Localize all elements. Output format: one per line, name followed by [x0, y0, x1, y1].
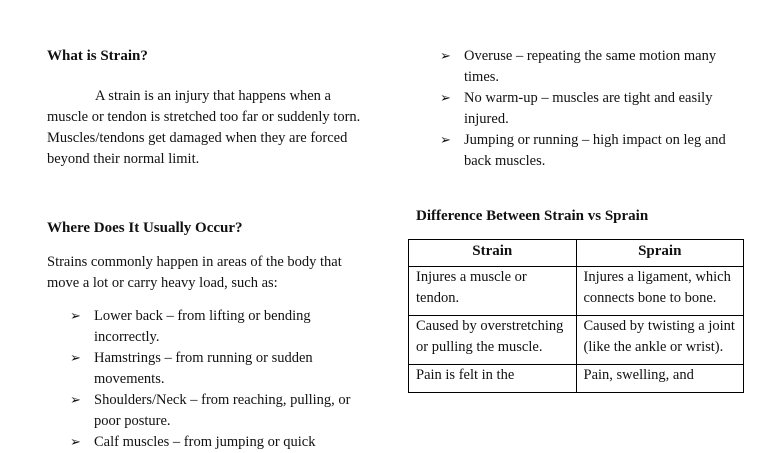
arrowhead-bullet-icon: ➢ — [440, 133, 451, 148]
table-cell: Pain is felt in the — [409, 365, 577, 393]
difference-heading: Difference Between Strain vs Sprain — [416, 208, 649, 224]
arrowhead-bullet-icon: ➢ — [70, 309, 81, 324]
column-header-strain: Strain — [409, 240, 577, 267]
arrowhead-bullet-icon: ➢ — [70, 435, 81, 450]
table-cell: Caused by overstretching or pulling the muscle. — [409, 316, 577, 365]
areas-list — [47, 306, 372, 453]
list-item: ➢ No warm-up – muscles are tight and easily injured. — [440, 90, 713, 127]
strain-heading: What is Strain? — [47, 48, 148, 64]
occur-intro: Strains commonly happen in areas of the body that move a lot or carry heavy load, such as: — [47, 254, 342, 291]
table-header-row — [409, 240, 744, 267]
occur-heading: Where Does It Usually Occur? — [47, 220, 243, 236]
arrowhead-bullet-icon: ➢ — [70, 393, 81, 408]
list-item: ➢ Calf muscles – from jumping or quick — [47, 432, 372, 453]
causes-list — [417, 46, 751, 172]
table-row — [409, 267, 744, 316]
left-column — [47, 46, 372, 453]
table-cell: Caused by twisting a joint (like the ankle or wrist). — [576, 316, 744, 365]
table-cell: Injures a ligament, which connects bone to bone. — [576, 267, 744, 316]
list-item: ➢ Jumping or running – high impact on leg and back muscles. — [440, 132, 726, 169]
arrowhead-bullet-icon: ➢ — [440, 91, 451, 106]
list-item: ➢ Hamstrings – from running or sudden movements. — [70, 350, 313, 387]
right-column — [416, 46, 751, 224]
strain-definition: A strain is an injury that happens when a muscle or tendon is stretched too far or suddenly torn. Muscles/tendons get damaged when they are forced beyond their normal limit. — [47, 88, 361, 167]
table-cell: Injures a muscle or tendon. — [409, 267, 577, 316]
table-row — [409, 365, 744, 393]
list-item: ➢ Overuse – repeating the same motion many times. — [440, 48, 717, 85]
arrowhead-bullet-icon: ➢ — [70, 351, 81, 366]
list-item: ➢ Shoulders/Neck – from reaching, pulling, or poor posture. — [70, 392, 351, 429]
table-row — [409, 316, 744, 365]
table-cell: Pain, swelling, and — [576, 365, 744, 393]
column-header-sprain: Sprain — [576, 240, 744, 267]
strain-sprain-table — [408, 239, 744, 393]
arrowhead-bullet-icon: ➢ — [440, 49, 451, 64]
list-item: ➢ Lower back – from lifting or bending incorrectly. — [70, 308, 311, 345]
